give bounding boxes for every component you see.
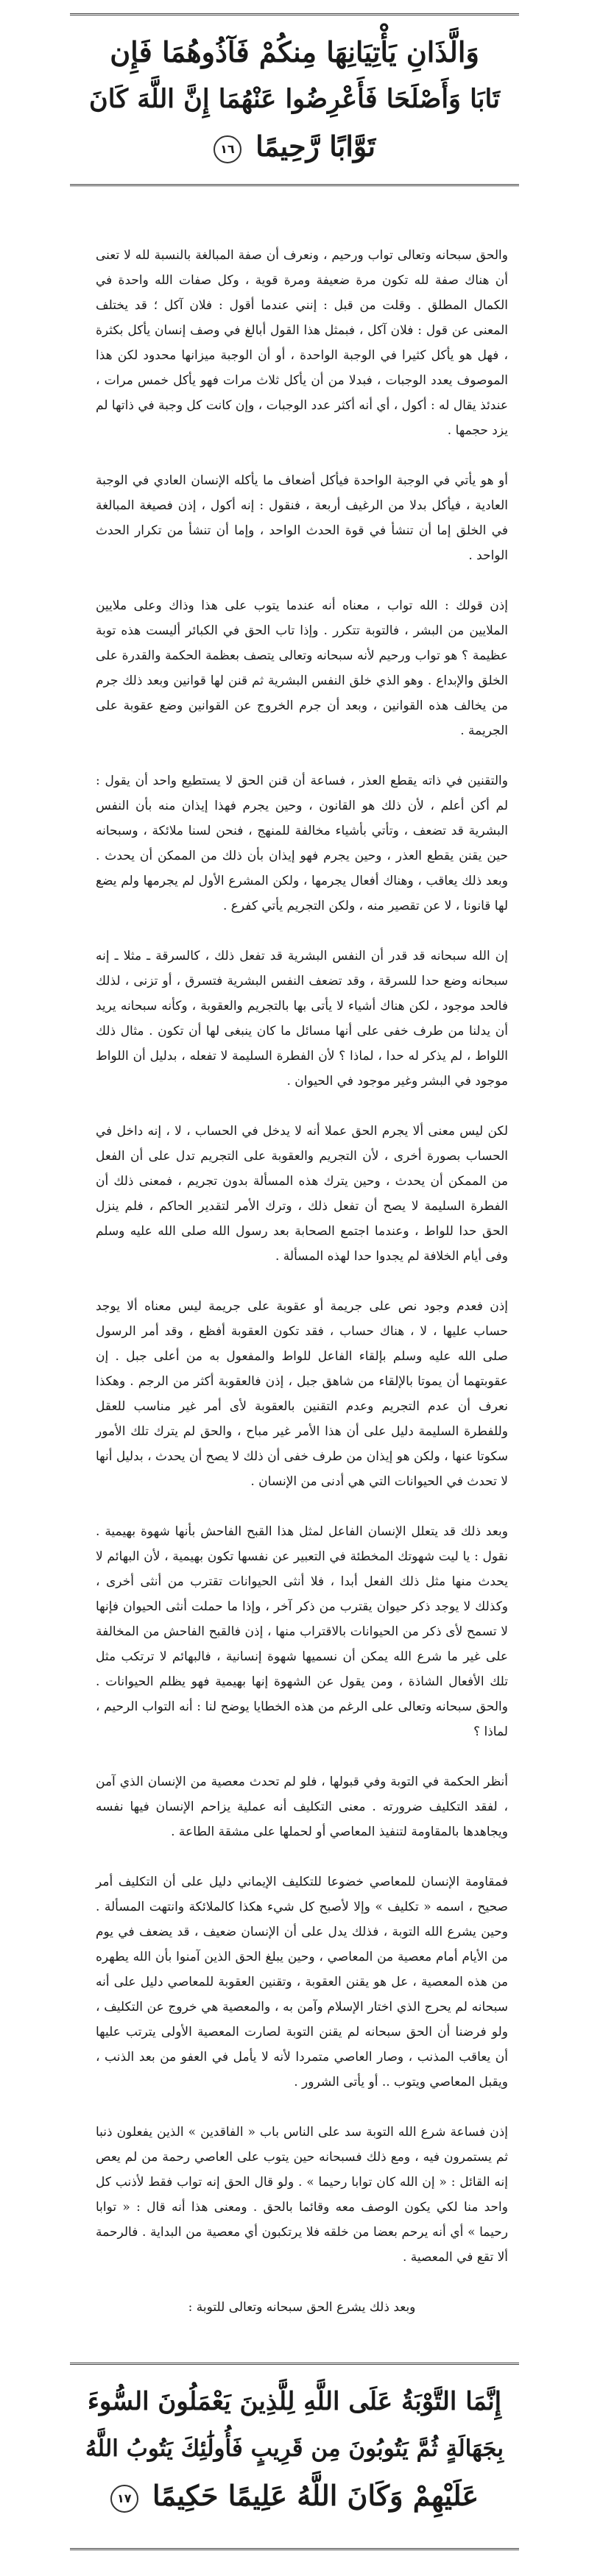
verse-top-line-3-text: تَوَّابًا رَّحِيمًا (255, 130, 376, 163)
paragraph-7: إذن فعدم وجود نص على جريمة أو عقوبة على جريمة ليس معناه ألا يوجد حساب عليها ، لا ، هناك حساب ، فقد تكون العقوبة أفظع ، وقد أمر الرسول صلى الله عليه وسلم بإلقاء الفاعل للواط والمفعول به من أعلى جبل . إن عقوبتهما أن يموتا بالإلقاء من شاهق جبل ، إذن فالعقوبة أكثر من الرجم . وهكذا نعرف أن عدم التجريم وعدم التقنين بالعقوبة لأى أمر غير مناسب للعقل وللفطرة السليمة دليل على أن هذا الأمر غير مباح ، والحق لم يترك تلك الأمور سكوتا عنها ، ولكن هو إيذان من طرف خفى أن ذلك لا يصح أن يحدث ، بدليل أنها لا تحدث في الحيوانات التي هي أدنى من الإنسان . (96, 1299, 508, 1489)
verse-top-line-2: تَابَا وَأَصْلَحَا فَأَعْرِضُوا عَنْهُمَا إِنَّ اللَّهَ كَانَ (89, 84, 500, 114)
paragraph-11: إذن فساعة شرع الله التوبة سد على الناس باب « الفاقدين » الذين يفعلون ذنبا ثم يستمرون فيه ، ومع ذلك فسبحانه حين يتوب على العاصي رحمة من لم يعص إنه القائل : « إن الله كان توابا رحيما » . ولو قال الحق إنه تواب فقط لأذنب كل واحد منا لكي يكون الوصف معه وقائما بالحق . ومعنى هذا أنه قال : « توابا رحيما » أي أنه يرحم بعضا من خلقه فلا يرتكبون أي معصية من البداية . فالرحمة ألا تقع في المعصية . (96, 2125, 508, 2265)
closing-line: وبعد ذلك يشرع الحق سبحانه وتعالى للتوبة : (188, 2300, 416, 2315)
verse-bottom-line-2: بِجَهَالَةٍ ثُمَّ يَتُوبُونَ مِن قَرِيبٍ فَأُولَٰئِكَ يَتُوبُ اللَّهُ (85, 2435, 504, 2462)
verse-top-line-3 (85, 123, 504, 170)
verse-top-line-1: وَالَّذَانِ يَأْتِيَانِهَا مِنكُمْ فَآذُوهُمَا فَإِن (110, 35, 479, 68)
commentary-body (96, 243, 508, 2320)
paragraph-2: أو هو يأتي في الوجبة الواحدة فيأكل أضعاف ما يأكله الإنسان العادي في الوجبة العادية ، فيأكل بدلا من الرغيف أربعة ، فنقول : إنه أكول ، إذن فصيغة المبالغة في الخلق إما أن تنشأ في قوة الحدث الواحد ، وإما أن تنشأ من تكرار الحدث الواحد . (96, 473, 508, 563)
paragraph-5: إن الله سبحانه قد قدر أن النفس البشرية قد تفعل ذلك ، كالسرقة ـ مثلا ـ إنه سبحانه وضع حدا للسرقة ، وقد تضعف النفس البشرية فتسرق ، أو تزنى ، لذلك فالحد موجود ، لكن هناك أشياء لا يأتى بها بالتجريم والعقوبة ، وكأنه سبحانه يريد أن يدلنا من طرف خفى على أنها مسائل ما كان ينبغى لها أن تكون . مثال ذلك اللواط ، لم يذكر له حدا ، لماذا ؟ لأن الفطرة السليمة لا تفعله ، بدليل أن اللواط موجود في البشر وغير موجود في الحيوان . (96, 949, 508, 1089)
paragraph-9: أنظر الحكمة في التوبة وفي قبولها ، فلو لم تحدث معصية من الإنسان الذي آمن ، لفقد التكليف ضرورته . معنى التكليف أنه عملية يزاحم الإنسان فيها نفسه ويجاهدها بالمقاومة لتنفيذ المعاصي أو لحملها على مشقة الطاعة . (96, 1774, 508, 1839)
paragraph-1: والحق سبحانه وتعالى تواب ورحيم ، ونعرف أن صفة المبالغة بالنسبة لله لا تعنى أن هناك صفة لله تكون مرة ضعيفة ومرة قوية ، وكل صفات الله واحدة في الكمال المطلق . وقلت من قبل : إنني عندما أقول : فلان آكل ؛ قد يختلف المعنى عن قول : فلان آكل ، فبمثل هذا القول أبالغ في وصف إنسان يأكل بكثرة ، فهل هو يأكل كثيرا في الوجبة الواحدة ، أو أن الوجبة ميزانها محدود لكن هذا الموصوف يعدد الوجبات ، فبدلا من أن يأكل ثلاث مرات فهو يأكل خمس مرات ، عندئذ يقال له : أكول ، أي أنه أكثر عدد الوجبات ، وإن كانت كل وجبة في ذاتها لم يزد حجمها . (96, 248, 508, 438)
ayah-number-mark: ١٦ (214, 135, 241, 163)
verse-box-bottom (70, 2363, 519, 2550)
verse-bottom-line-1: إِنَّمَا التَّوْبَةُ عَلَى اللَّهِ لِلَّذِينَ يَعْمَلُونَ السُّوءَ (87, 2387, 502, 2416)
verse-bottom-line-3 (85, 2472, 504, 2519)
ayah-number-mark: ١٧ (110, 2485, 138, 2513)
paragraph-8: وبعد ذلك قد يتعلل الإنسان الفاعل لمثل هذا القبح الفاحش بأنها شهوة بهيمية . نقول : يا ليت شهوتك المخطئة في التعبير عن نفسها تكون بهيمية ، لأن البهائم لا يحدث منها مثل ذلك الفعل أبدا ، فلا أنثى الحيوانات تقترب من أنثى أخرى ، وكذلك لا يوجد ذكر حيوان يقترب من ذكر آخر ، وإذا ما حملت أنثى الحيوان فإنها لا تسمح لأى ذكر من الحيوانات بالاقتراب منها ، إذن فالقبح الفاحش من المخالفة على غير ما شرع الله يمكن أن نسميها شهوة إنسانية ، فالبهائم لا ترتكب مثل تلك الأفعال الشاذة ، ومن يقول عن الشهوة إنها بهيمية فهو يظلم الحيوانات . والحق سبحانه وتعالى على الرغم من هذه الخطايا يوضح لنا : أنه التواب الرحيم ، لماذا ؟ (96, 1524, 508, 1739)
verse-bottom-line-3-text: عَلَيْهِمْ وَكَانَ اللَّهُ عَلِيمًا حَكِيمًا (152, 2479, 479, 2512)
paragraph-10: فمقاومة الإنسان للمعاصي خضوعا للتكليف الإيماني دليل على أن التكليف أمر صحيح ، اسمه « تكليف » وإلا لأصبح كل شيء هكذا كالملائكة وانتهت المسألة . وحين يشرع الله التوبة ، فذلك يدل على أن الإنسان ضعيف ، قد يضعف في يوم من الأيام أمام معصية من المعاصي ، وحين يبلغ الحق الذين آمنوا بأن الله يطهره من هذه المعصية ، عل هو يقنن العقوبة ، وتقنين العقوبة للمعاصي دليل على أنه سبحانه لم يحرج الذي اختار الإسلام وآمن به ، والمعصية هي خروج عن التكليف ، ولو فرضنا أن الحق سبحانه لم يقنن التوبة لصارت المعصية الأولى يترتب عليها أن يعاقب المذنب ، وصار العاصي متمردا لأنه لا يأمل في العفو من بعد الذنب ، ويقبل المعاصي ويتوب .. أو يأتى الشرور . (96, 1875, 508, 2090)
paragraph-6: لكن ليس معنى ألا يجرم الحق عملا أنه لا يدخل في الحساب ، لا ، إنه داخل في الحساب بصورة أخرى ، لأن التجريم والعقوبة على التجريم تدل على أن الفعل من الممكن أن يحدث ، وحين يترك هذه المسألة بدون تجريم ، فمعنى ذلك أن الفطرة السليمة لا يصح أن تفعل ذلك ، وترك الأمر لتقدير الحاكم ، فلم ينزل الحق حدا للواط ، وعندما اجتمع الصحابة بعد رسول الله صلى الله عليه وسلم وفى أيام الخلافة لم يجدوا حدا لهذه المسألة . (96, 1124, 508, 1264)
verse-box-top (70, 13, 519, 186)
paragraph-3: إذن قولك : الله تواب ، معناه أنه عندما يتوب على هذا وذاك وعلى ملايين الملايين من البشر ، فالتوبة تتكرر . وإذا تاب الحق في الكبائر أليست هذه توبة عظيمة ؟ هو تواب ورحيم لأنه سبحانه وتعالى يتصف بعظمة الحكمة والقدرة على الخلق والإبداع . وهو الذي خلق النفس البشرية ثم قنن لها قوانين وبعد ذلك جرم من يخالف هذه القوانين ، وبعد أن جرم الخروج عن القوانين وضع عقوبة على الجريمة . (96, 598, 508, 738)
paragraph-4: والتقنين في ذاته يقطع العذر ، فساعة أن قنن الحق لا يستطيع واحد أن يقول : لم أكن أعلم ، لأن ذلك هو القانون ، وحين يجرم فهذا إيذان منه بأن النفس البشرية قد تضعف ، وتأتي بأشياء مخالفة للمنهج ، فنحن لسنا ملائكة ، وسبحانه حين يقنن يقطع العذر ، وحين يجرم فهو إيذان بأن ذلك من الممكن أن يحدث . وبعد ذلك يعاقب ، وهناك أفعال يجرمها ، ولكن المشرع الأول لم يجرمها ولم يضع لها قانونا ، لا عن تقصير منه ، ولكن التجريم يأتي كفرع . (96, 774, 508, 913)
